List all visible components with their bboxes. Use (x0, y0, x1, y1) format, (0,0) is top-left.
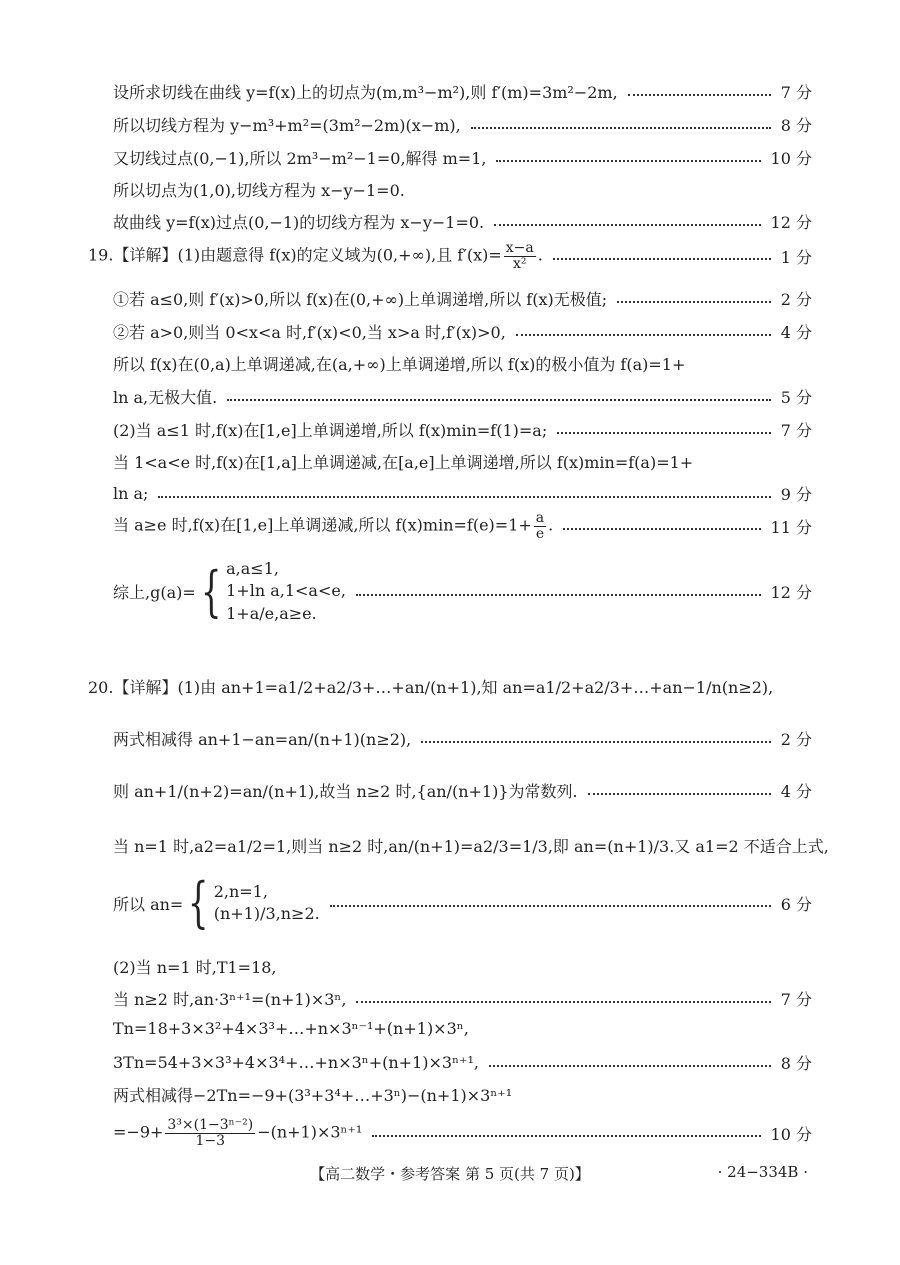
score: 10 分 (770, 1124, 812, 1144)
score: 5 分 (780, 388, 812, 407)
solution-line: ln a,无极大值. 5 分 (113, 385, 812, 408)
question-20-header: 20.【详解】(1)由 an+1=a1/2+a2/3+…+an/(n+1), 知 an=a1/2+a2/3+…+an−1/n(n≥2), (88, 678, 774, 697)
solution-line: 则 an+1/(n+2)=an/(n+1),故当 n≥2 时,{an/(n+1)}为常数列. 4 分 (113, 779, 812, 802)
piecewise-cases: a,a≤1, 1+ln a,1<a<e, 1+a/e,a≥e. (226, 559, 346, 623)
dot-leader (356, 594, 761, 596)
dot-leader (421, 741, 770, 743)
score: 8 分 (780, 116, 812, 135)
score: 2 分 (780, 290, 812, 309)
solution-line: 所以 f(x)在(0,a)上单调递减,在(a,+∞)上单调递增,所以 f(x)的极小值为 f(a)=1+ (113, 355, 686, 374)
solution-line: ②若 a>0,则当 0<x<a 时,f′(x)<0,当 x>a 时,f′(x)>0, 4 分 (113, 320, 812, 343)
piecewise-an: 所以 an= { 2,n=1, (n+1)/3,n≥2. 6 分 (113, 871, 812, 934)
score: 12 分 (770, 583, 812, 603)
dot-leader (563, 528, 760, 530)
dot-leader (553, 258, 771, 260)
solution-line: 设所求切线在曲线 y=f(x)上的切点为(m,m³−m²),则 f′(m)=3m²−2m, 7 分 (113, 80, 812, 103)
left-brace: { (200, 559, 222, 623)
dot-leader (489, 1065, 771, 1067)
dot-leader (471, 127, 771, 129)
score: 11 分 (770, 517, 812, 537)
solution-line: ①若 a≤0,则 f′(x)>0,所以 f(x)在(0,+∞)上单调递增,所以 f(x)无极值; 2 分 (113, 287, 812, 310)
dot-leader (516, 334, 771, 336)
score: 4 分 (780, 782, 812, 801)
score: 4 分 (780, 323, 812, 342)
solution-line: 3Tn=54+3×3³+4×3⁴+…+n×3ⁿ+(n+1)×3ⁿ⁺¹, 8 分 (113, 1053, 812, 1073)
piecewise-g: 综上,g(a)= { a,a≤1, 1+ln a,1<a<e, 1+a/e,a≥e. 12 分 (113, 558, 812, 625)
solution-line: 所以切线方程为 y−m³+m²=(3m²−2m)(x−m), 8 分 (113, 113, 812, 136)
fraction: $\frac{x-a}{\text{x²}}$ (505, 240, 534, 272)
dot-leader (588, 793, 771, 795)
solution-line: Tn=18+3×3²+4×3³+…+n×3ⁿ⁻¹+(n+1)×3ⁿ, (113, 1019, 469, 1038)
left-brace: { (188, 871, 209, 934)
score: 7 分 (780, 83, 812, 102)
score: 8 分 (780, 1054, 812, 1073)
score: 1 分 (780, 247, 812, 267)
solution-line: 当 a≥e 时,f(x)在[1,e]上单调递减,所以 f(x)min=f(e)=1+ $\frac{a}{e}$ . 11 分 (113, 510, 812, 542)
score: 6 分 (780, 894, 812, 914)
dot-leader (494, 224, 760, 226)
dot-leader (227, 399, 770, 401)
score: 7 分 (780, 421, 812, 440)
score: 2 分 (780, 730, 812, 749)
solution-line: 当 n=1 时,a2=a1/2=1,则当 n≥2 时,an/(n+1)=a2/3=1/3,即 an=(n+1)/3.又 a1=2 不适合上式, (113, 837, 829, 856)
dot-leader (158, 496, 770, 498)
dot-leader (617, 301, 771, 303)
solution-line: ln a; 9 分 (113, 484, 812, 504)
dot-leader (330, 905, 771, 907)
solution-line: 当 1<a<e 时,f(x)在[1,a]上单调递减,在[a,e]上单调递增,所以 f(x)min=f(a)=1+ (113, 453, 694, 472)
score: 10 分 (770, 149, 812, 168)
dot-leader (628, 94, 771, 96)
footer-title: 【高二数学・参考答案 第 5 页(共 7 页)】 (310, 1165, 590, 1183)
solution-line: 两式相减得−2Tn=−9+(3³+3⁴+…+3ⁿ)−(n+1)×3ⁿ⁺¹ (113, 1086, 513, 1105)
dot-leader (372, 1135, 760, 1137)
dot-leader (496, 160, 760, 162)
score: 7 分 (780, 990, 812, 1009)
fraction: $\frac{\text{3³×(1−3ⁿ⁻²)}}{1-3}$ (167, 1117, 254, 1149)
score: 12 分 (770, 213, 812, 232)
question-19-header: 19.【详解】(1)由题意得 f(x)的定义域为(0,+∞),且 f′(x)= $\frac{x-a}{\text{x²}}$ . 1 分 (88, 240, 812, 272)
piecewise-cases: 2,n=1, (n+1)/3,n≥2. (213, 881, 320, 923)
fraction: $\frac{a}{e}$ (535, 510, 545, 542)
score: 9 分 (780, 485, 812, 504)
solution-line: 故曲线 y=f(x)过点(0,−1)的切线方程为 x−y−1=0. 12 分 (113, 210, 812, 233)
solution-line: (2)当 n=1 时,T1=18, (113, 958, 277, 977)
solution-line: 两式相减得 an+1−an=an/(n+1)(n≥2), 2 分 (113, 727, 812, 750)
dot-leader (557, 432, 770, 434)
footer-code: · 24−334B · (717, 1163, 808, 1181)
solution-line: 当 n≥2 时,an·3ⁿ⁺¹=(n+1)×3ⁿ, 7 分 (113, 987, 812, 1010)
page-footer (0, 1163, 900, 1187)
solution-line: =−9+ $\frac{\text{3³×(1−3ⁿ⁻²)}}{1-3}$ −(n+1)×3ⁿ⁺¹ 10 分 (113, 1117, 812, 1149)
dot-leader (356, 1001, 770, 1003)
solution-line: 所以切点为(1,0),切线方程为 x−y−1=0. (113, 181, 405, 200)
solution-line: 又切线过点(0,−1),所以 2m³−m²−1=0,解得 m=1, 10 分 (113, 146, 812, 169)
solution-line: (2)当 a≤1 时,f(x)在[1,e]上单调递增,所以 f(x)min=f(1)=a; 7 分 (113, 418, 812, 441)
